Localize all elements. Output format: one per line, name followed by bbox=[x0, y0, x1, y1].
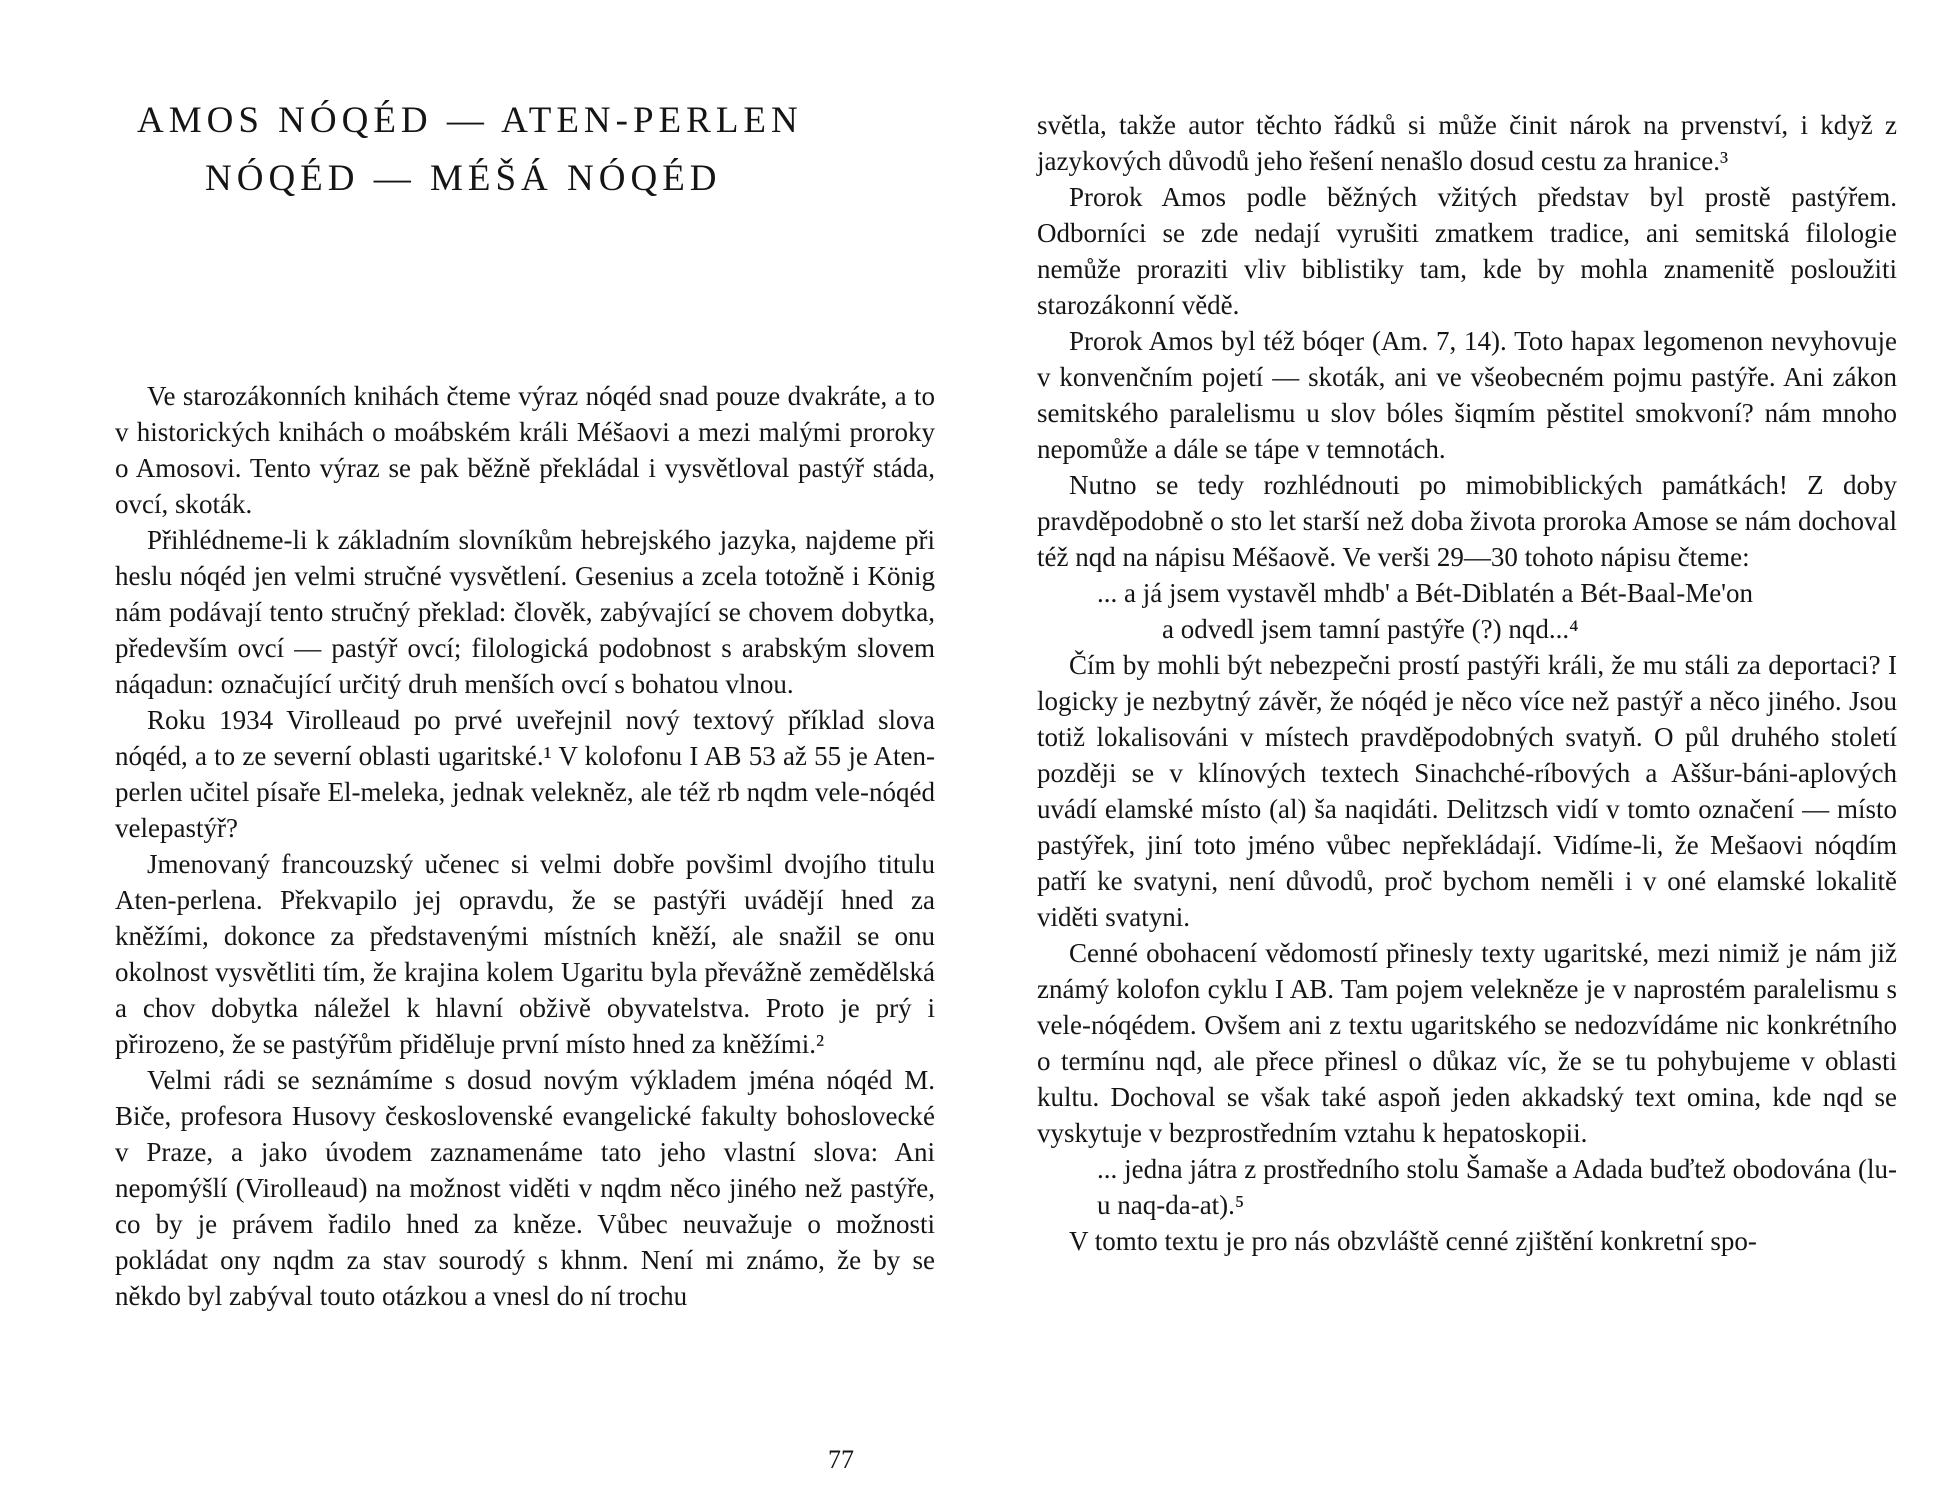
right-page bbox=[977, 0, 1954, 1500]
page-number: 77 bbox=[828, 1445, 854, 1474]
paragraph: Jmenovaný francouzský učenec si velmi dobře povšiml dvojího titulu Aten-perlena. Překvapilo jej opravdu, že se pastýři uvádějí hned za kněžími, dokonce za představenými místních kněží, ale snažil se onu okolnost vysvětliti tím, že krajina kolem Ugaritu byla převážně zemědělská a chov dobytka náležel k hlavní obživě obyvatelstva. Proto je prý i přirozeno, že se pastýřům přiděluje první místo hned za kněžími.² bbox=[115, 849, 935, 1059]
chapter-title bbox=[95, 92, 890, 208]
paragraph: V tomto textu je pro nás obzvláště cenné zjištění konkretní spo- bbox=[1069, 1226, 1757, 1256]
paragraph: Nutno se tedy rozhlédnouti po mimobiblických památkách! Z doby pravděpodobně o sto let starší než doba života proroka Amose se nám dochoval též nqd na nápisu Méšaově. Ve verši 29—30 tohoto nápisu čteme: bbox=[1037, 470, 1897, 572]
right-text-column bbox=[1037, 107, 1897, 1259]
paragraph: Prorok Amos podle běžných vžitých představ byl prostě pastýřem. Odborníci se zde nedají vyrušiti zmatkem tradice, ani semitská filologie nemůže proraziti vliv biblistiky tam, kde by mohla znamenitě posloužiti starozákonní vědě. bbox=[1037, 182, 1897, 320]
paragraph: Ve starozákonních knihách čteme výraz nóqéd snad pouze dvakráte, a to v historických knihách o moábském králi Méšaovi a mezi malými proroky o Amosovi. Tento výraz se pak běžně překládal i vysvětloval pastýř stáda, ovcí, skoták. bbox=[115, 381, 935, 519]
paragraph: světla, takže autor těchto řádků si může činit nárok na prvenství, i když z jazykových důvodů jeho řešení nenašlo dosud cestu za hranice.³ bbox=[1037, 110, 1897, 176]
quote-line: a odvedl jsem tamní pastýře (?) nqd...⁴ bbox=[1162, 614, 1579, 644]
quote-paragraph: ... jedna játra z prostředního stolu Šamaše a Adada buďtež obodována (lu-u naq-da-at).⁵ bbox=[1097, 1154, 1897, 1220]
paragraph: Prorok Amos byl též bóqer (Am. 7, 14). Toto hapax legomenon nevyhovuje v konvenčním pojetí — skoták, ani ve všeobecném pojmu pastýře. Ani zákon semitského paralelismu u slov bóles šiqmím pěstitel smokvoní? nám mnoho nepomůže a dále se tápe v temnotách. bbox=[1037, 326, 1897, 464]
quote-line: ... a já jsem vystavěl mhdb' a Bét-Diblatén a Bét-Baal-Me'on bbox=[1097, 578, 1754, 608]
paragraph: Čím by mohli být nebezpečni prostí pastýři králi, že mu stáli za deportaci? I logicky je nezbytný závěr, že nóqéd je něco více než pastýř a něco jiného. Jsou totiž lokalisováni v místech pravděpodobných svatyň. O půl druhého století později se v klínových textech Sinachché-ríbových a Aššur-báni-aplových uvádí elamské místo (al) ša naqidáti. Delitzsch vidí v tomto označení — místo pastýřek, jiní toto jméno vůbec nepřekládají. Vidíme-li, že Mešaovi nóqdím patří ke svatyni, není důvodů, proč bychom neměli i v oné elamské lokalitě viděti svatyni. bbox=[1037, 650, 1897, 932]
title-line-1: AMOS NÓQÉD — ATEN-PERLEN bbox=[137, 100, 803, 141]
paragraph: Cenné obohacení vědomostí přinesly texty ugaritské, mezi nimiž je nám již známý kolofon cyklu I AB. Tam pojem velekněze je v naprostém paralelismu s vele-nóqédem. Ovšem ani z textu ugaritského se nedozvídáme nic konkrétního o termínu nqd, ale přece přinesl o důkaz víc, že se tu pohybujeme v oblasti kultu. Dochoval se však také aspoň jeden akkadský text omina, kde nqd se vyskytuje v bezprostředním vztahu k hepatoskopii. bbox=[1037, 938, 1897, 1148]
paragraph: Roku 1934 Virolleaud po prvé uveřejnil nový textový příklad slova nóqéd, a to ze severní oblasti ugaritské.¹ V kolofonu I AB 53 až 55 je Aten-perlen učitel písaře El-meleka, jednak velekněz, ale též rb nqdm vele-nóqéd velepastýř? bbox=[115, 705, 935, 843]
title-line-2: NÓQÉD — MÉŠÁ NÓQÉD bbox=[205, 158, 722, 199]
paragraph: Přihlédneme-li k základním slovníkům hebrejského jazyka, najdeme při heslu nóqéd jen velmi stručné vysvětlení. Gesenius a zcela totožně i König nám podávají tento stručný překlad: člověk, zabývající se chovem dobytka, především ovcí — pastýř ovcí; filologická podobnost s arabským slovem náqadun: označující určitý druh menších ovcí s bohatou vlnou. bbox=[115, 525, 935, 699]
left-text-column bbox=[115, 378, 935, 1314]
paragraph: Velmi rádi se seznámíme s dosud novým výkladem jména nóqéd M. Biče, profesora Husovy československé evangelické fakulty bohoslovecké v Praze, a jako úvodem zaznamenáme tato jeho vlastní slova: Ani nepomýšlí (Virolleaud) na možnost viděti v nqdm něco jiného než pastýře, co by je právem řadilo hned za kněze. Vůbec neuvažuje o možnosti pokládat ony nqdm za stav sourodý s khnm. Není mi známo, že by se někdo byl zabýval touto otázkou a vnesl do ní trochu bbox=[115, 1065, 935, 1311]
